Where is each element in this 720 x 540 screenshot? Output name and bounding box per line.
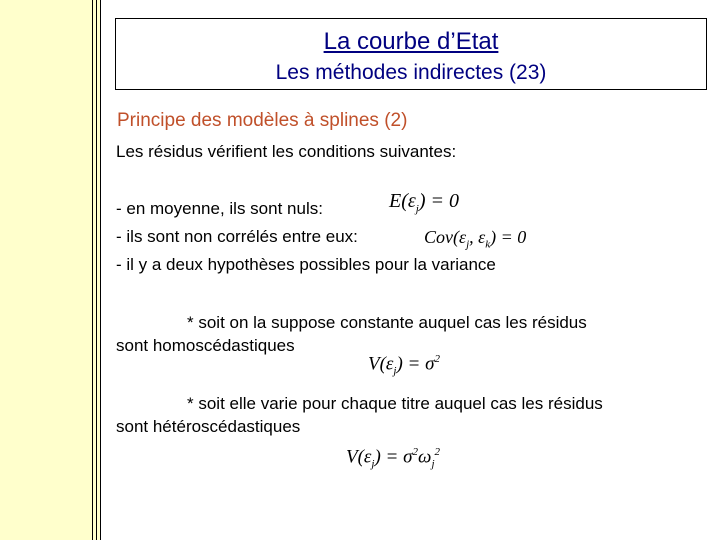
left-border-line-2	[96, 0, 97, 540]
slide-subtitle: Les méthodes indirectes (23)	[275, 61, 547, 84]
intro-text: Les résidus vérifient les conditions suivantes:	[116, 142, 457, 161]
case1-line1: * soit on la suppose constante auquel cas les résidus	[187, 313, 587, 332]
bullet-variance-hypotheses: - il y a deux hypothèses possibles pour la variance	[116, 255, 496, 274]
bullet-mean-zero: - en moyenne, ils sont nuls:	[116, 199, 323, 218]
left-border-line-1	[92, 0, 93, 540]
slide-title: La courbe d’Etat	[323, 28, 499, 55]
title-box	[115, 18, 707, 90]
bullet-uncorrelated: - ils sont non corrélés entre eux:	[116, 227, 358, 246]
section-heading: Principe des modèles à splines (2)	[117, 110, 408, 131]
formula-expectation: $E(\varepsilon_j) = 0$	[389, 190, 459, 215]
formula-covariance: $Cov(\varepsilon_j$, $\varepsilon_k) = 0$	[424, 227, 527, 251]
case1-line2: sont homoscédastiques	[116, 336, 295, 355]
case2-line2: sont hétéroscédastiques	[116, 417, 301, 436]
formula-heteroscedastic: $V(\varepsilon_j) = \sigma^2\omega_j^2$	[346, 446, 440, 471]
case2-line1: * soit elle varie pour chaque titre auquel cas les résidus	[187, 394, 603, 413]
formula-homoscedastic: $V(\varepsilon_j) = \sigma^2$	[368, 353, 441, 378]
